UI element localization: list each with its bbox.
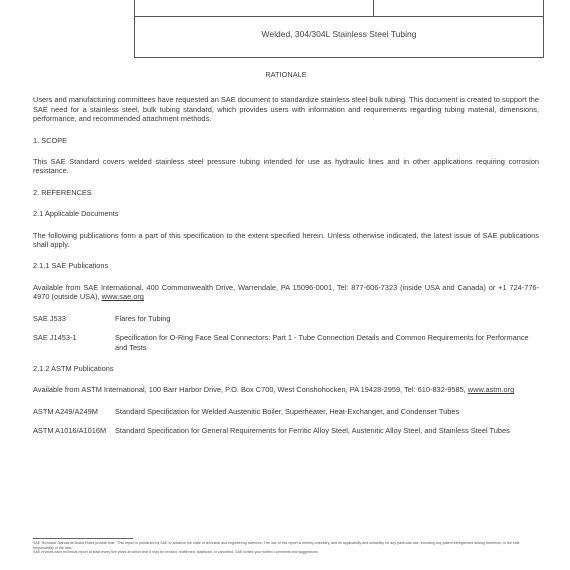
reference-item (33, 407, 539, 416)
applicable-documents-heading: 2.1 Applicable Documents (33, 209, 119, 219)
rationale-heading: RATIONALE (265, 70, 307, 79)
reference-title: Specification for O-Ring Face Seal Connectors: Part 1 - Tube Connection Details and Common Requirements for Performance and Tests (115, 333, 529, 352)
footer-disclaimer: SAE Technical Standards Board Rules provide that: "This report is published by SAE to advance the state of technical and engineering sciences. The use of this report is entirely voluntary, and its applicability and suitability for any particular use, including any patent infringement arising therefrom, is the sole responsibility of the user." (33, 541, 520, 550)
document-body (33, 70, 539, 436)
reference-code: SAE J533 (33, 313, 66, 323)
references-text: The following publications form a part of this specification to the extent specified herein. Unless otherwise indicated, the latest issue of SAE publications shall apply. (33, 230, 539, 250)
reference-title: Flares for Tubing (115, 313, 171, 323)
scope-text: This SAE Standard covers welded stainless steel pressure tubing intended for use as hydraulic lines and in other applications requiring corrosion resistance. (33, 157, 539, 176)
reference-code: ASTM A249/A249M (33, 406, 98, 416)
document-header-box (134, 0, 544, 58)
sae-publications-heading: 2.1.1 SAE Publications (33, 261, 109, 271)
reference-code: ASTM A1016/A1016M (33, 426, 107, 436)
rationale-text: Users and manufacturing committees have requested an SAE document to standardize stainless steel bulk tubing. This document is created to support the SAE need for a stainless steel, bulk tubing standard, which provides users with information and requirements regarding tubing material, dimensions, performance, and recommended attachment methods. (33, 95, 539, 124)
sae-website-link[interactable]: www.sae.org (101, 292, 144, 302)
reference-item (33, 314, 539, 323)
sae-publications-text: Available from SAE International, 400 Commonwealth Drive, Warrendale, PA 15096-0001, Tel: 877-606-7323 (inside USA and Canada) or +1 724-776-4970 (outside USA), www.sae.org (33, 282, 539, 302)
document-title: Welded, 304/304L Stainless Steel Tubing (261, 29, 417, 39)
astm-publications-text: Available from ASTM International, 100 Barr Harbor Drive, P.O. Box C700, West Conshohocken, PA 19428-2959, Tel: 610-832-9585, www.astm.org (33, 385, 515, 395)
footer-divider (33, 538, 133, 539)
header-top-row (135, 0, 543, 17)
footer-notice (33, 541, 539, 555)
reference-code: SAE J1453-1 (33, 333, 77, 343)
reference-title: Standard Specification for General Requirements for Ferritic Alloy Steel, Austenitic Alloy Steel, and Stainless Steel Tubes (115, 426, 510, 436)
header-divider (373, 0, 374, 16)
reference-item (33, 426, 539, 435)
scope-heading: 1. SCOPE (33, 135, 68, 145)
astm-publications-heading: 2.1.2 ASTM Publications (33, 363, 114, 373)
reference-title: Standard Specification for Welded Austenitic Boiler, Superheater, Heat-Exchanger, and Condenser Tubes (115, 406, 460, 416)
references-heading: 2. REFERENCES (33, 187, 92, 197)
reference-item (33, 333, 539, 352)
astm-website-link[interactable]: www.astm.org (467, 385, 515, 395)
footer-review-note: SAE reviews each technical report at least every five years at which time it may be revised, reaffirmed, stabilized, or cancelled. SAE invites your written comments and suggestions. (33, 550, 319, 555)
